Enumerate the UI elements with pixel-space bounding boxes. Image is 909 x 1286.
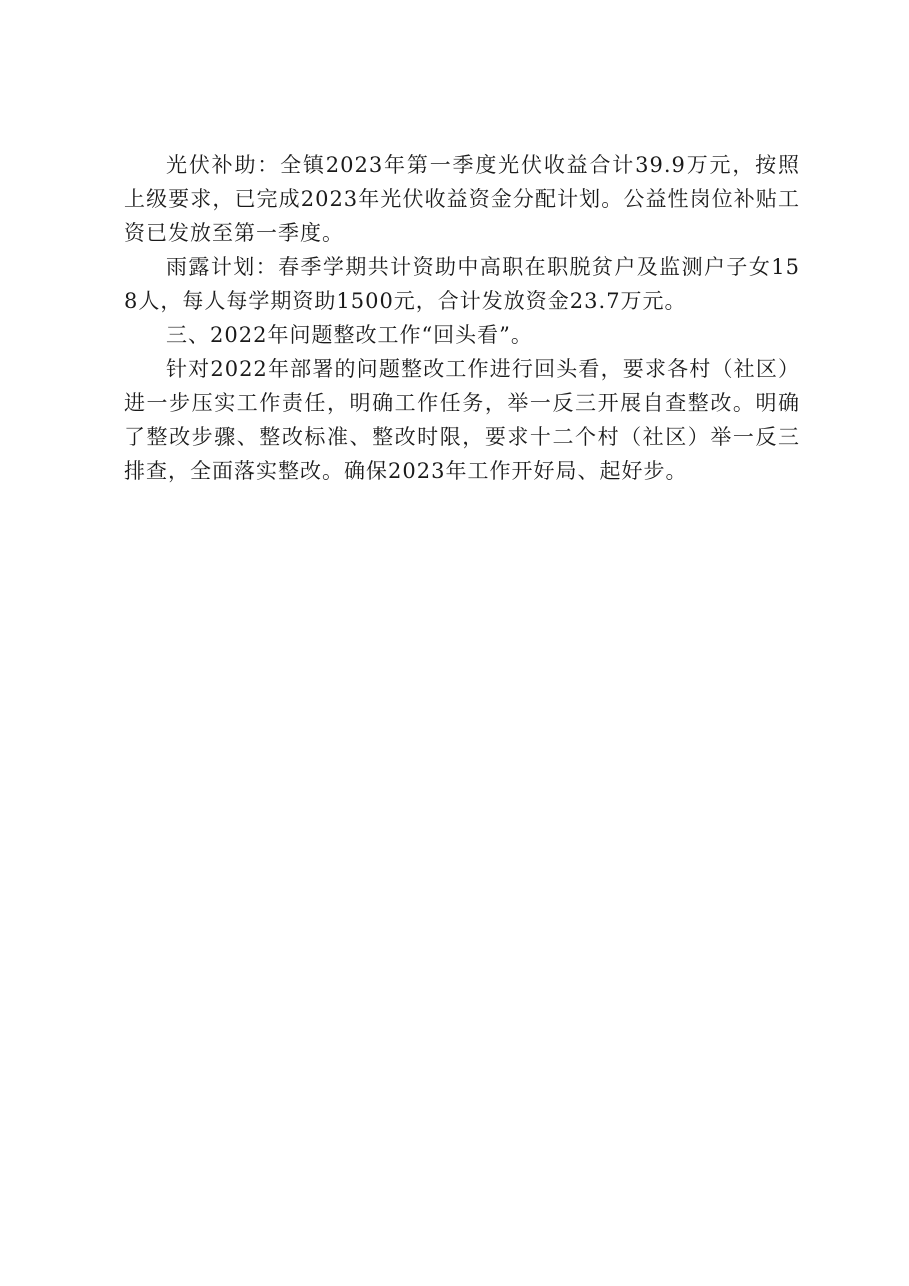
paragraph-rectification: 针对2022年部署的问题整改工作进行回头看，要求各村（社区）进一步压实工作责任，明确工作任务，举一反三开展自查整改。明确了整改步骤、整改标准、整改时限，要求十二个村（社区）举一反三排查，全面落实整改。确保2023年工作开好局、起好步。	[124, 357, 800, 483]
document-body	[124, 148, 800, 488]
paragraph-pv-subsidy: 光伏补助：全镇2023年第一季度光伏收益合计39.9万元，按照上级要求，已完成2023年光伏收益资金分配计划。公益性岗位补贴工资已发放至第一季度。	[124, 153, 800, 245]
section-heading-review: 三、2022年问题整改工作“回头看”。	[166, 323, 533, 347]
paragraph-yulu-plan: 雨露计划：春季学期共计资助中高职在职脱贫户及监测户子女158人，每人每学期资助1500元，合计发放资金23.7万元。	[124, 255, 800, 313]
